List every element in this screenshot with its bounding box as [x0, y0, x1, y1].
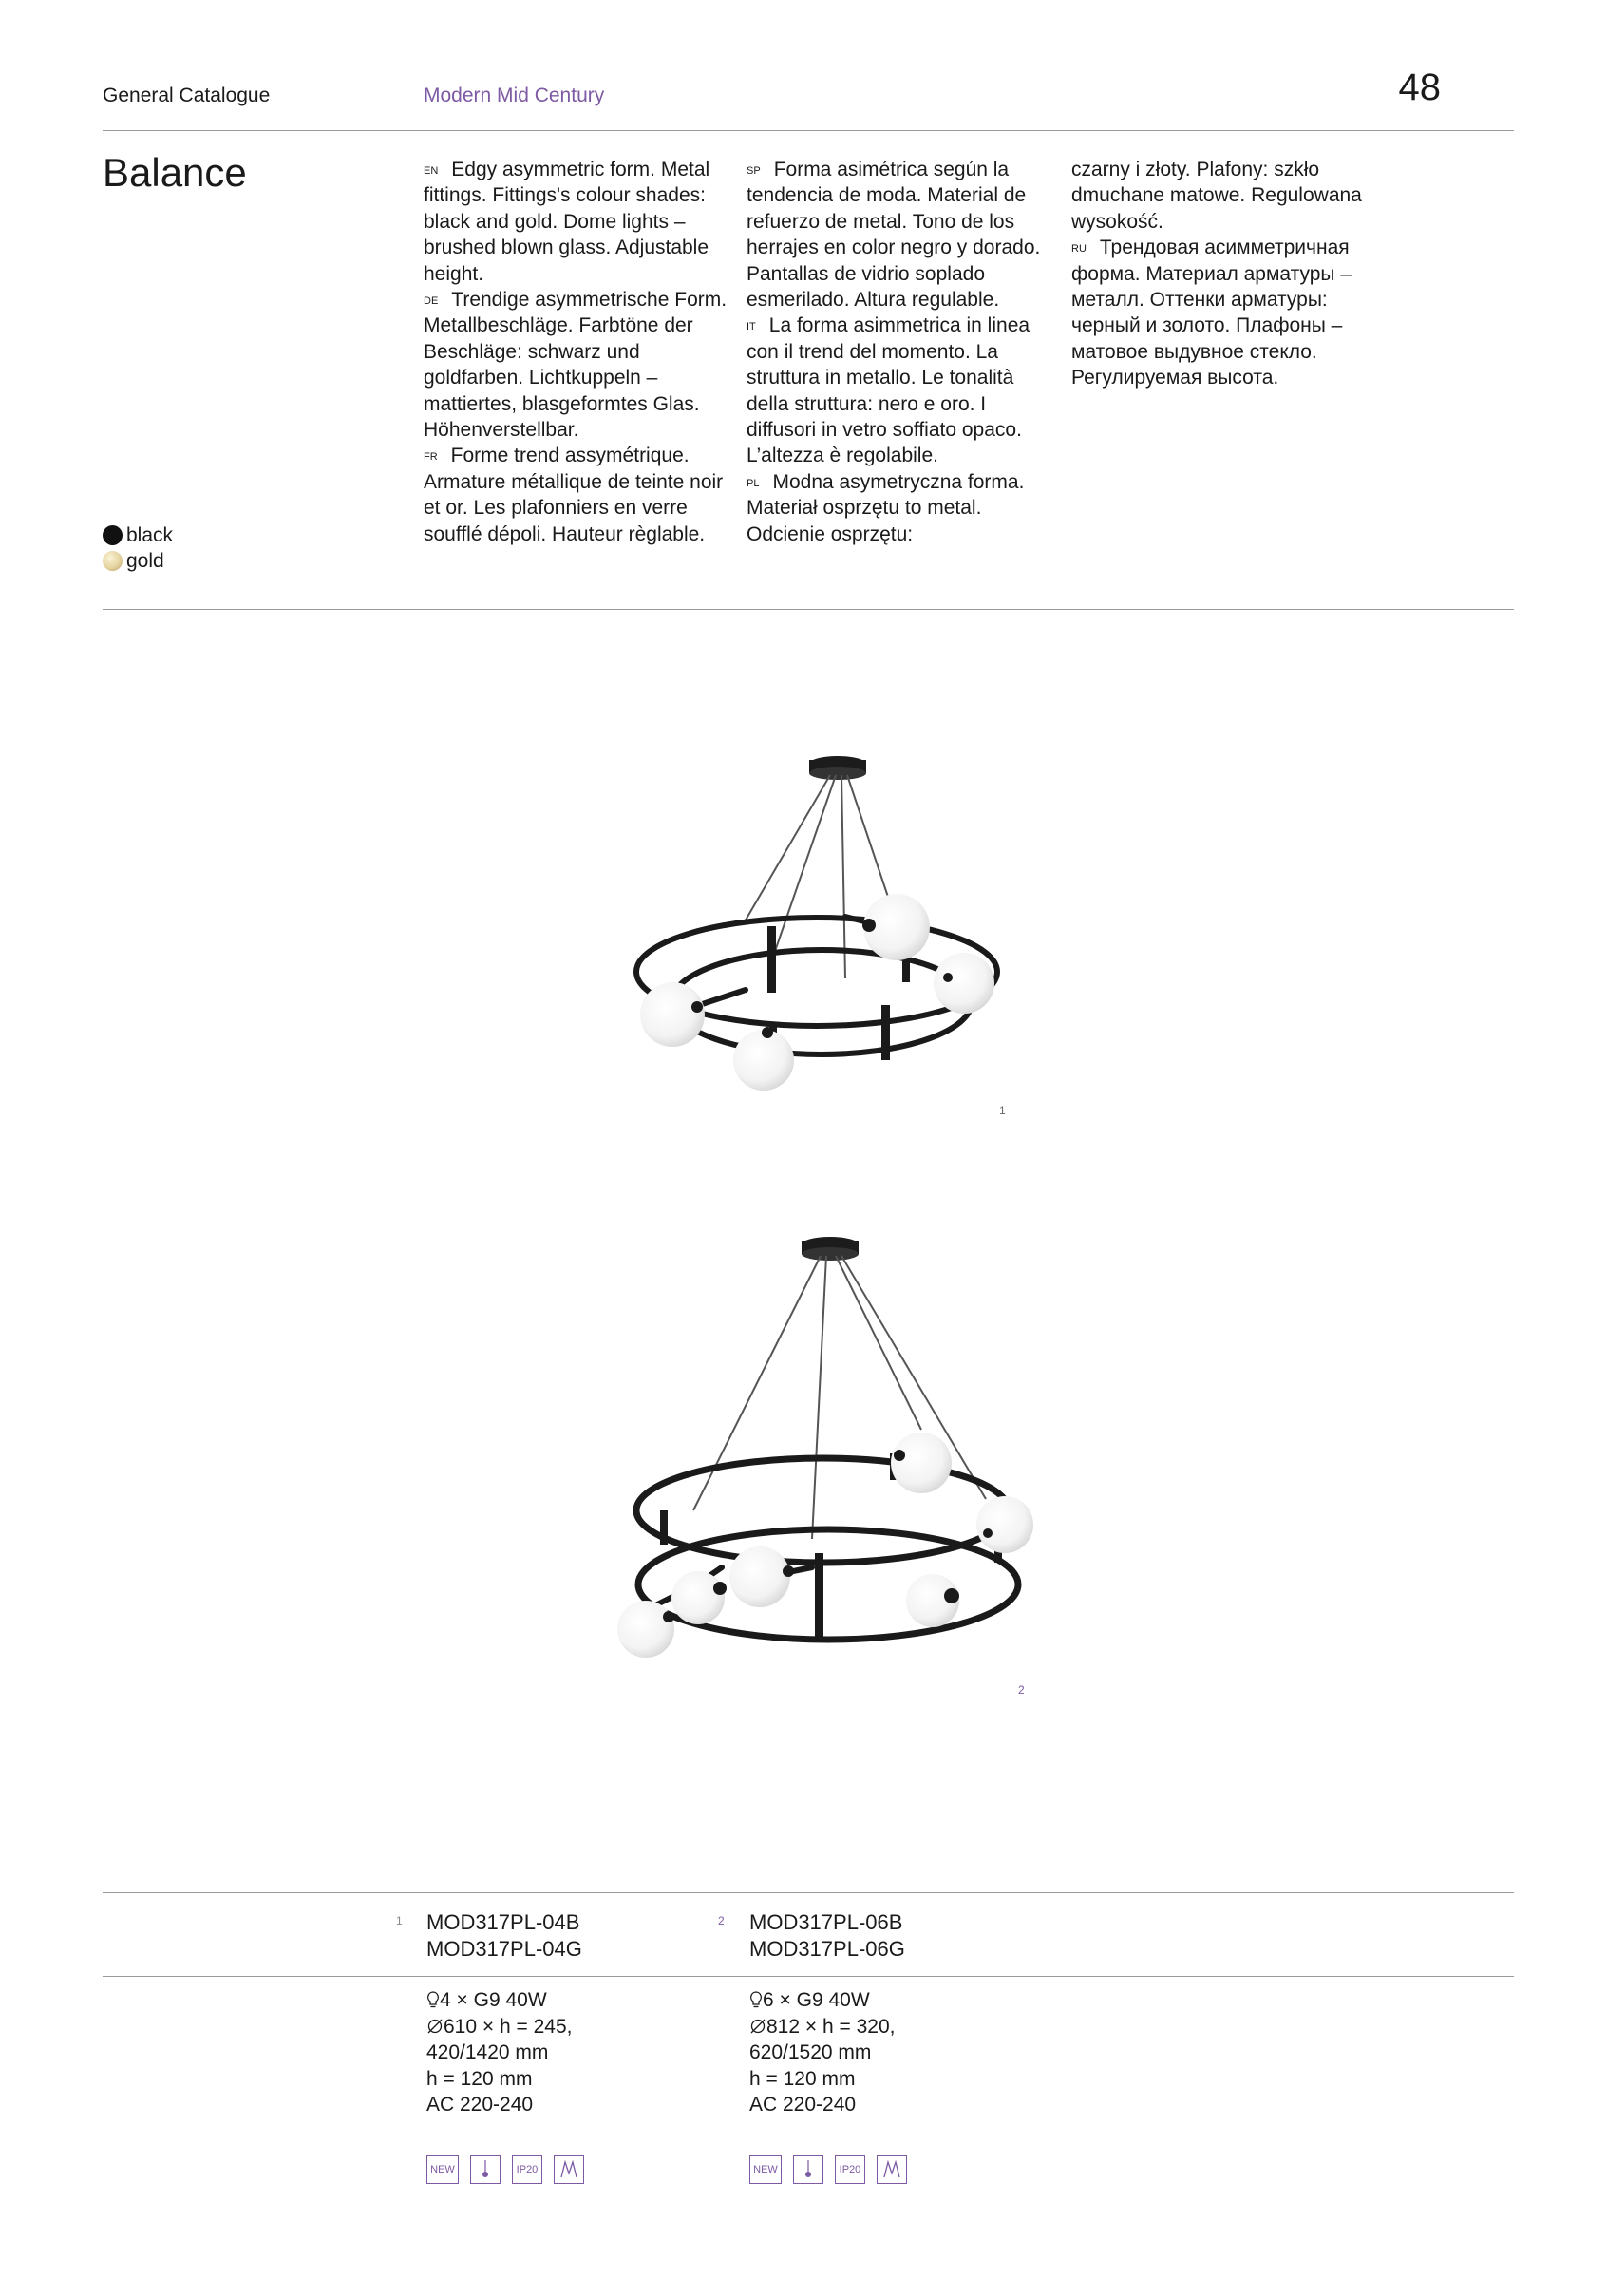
catalogue-title: General Catalogue [103, 85, 271, 106]
ip20-badge: IP20 [835, 2155, 865, 2184]
lang-code-it: IT [747, 321, 756, 333]
lang-code-fr: FR [424, 451, 438, 464]
description-pl [747, 469, 1050, 547]
description-pl-text: Modna asymetryczna forma. Materiał osprzętu to metal. Odcienie osprzętu: [747, 470, 1025, 545]
lang-code-de: DE [424, 295, 439, 308]
model-code: MOD317PL-06B [749, 1910, 903, 1934]
description-sp-text: Forma asimétrica según la tendencia de moda. Material de refuerzo de metal. Tono de los herrajes en color negro y dorado. Pantallas de vidrio soplado esmerilado. Altura regulable. [747, 159, 1041, 312]
model-code: MOD317PL-04B [426, 1910, 580, 1934]
model-number-1: 1 [396, 1914, 403, 1927]
ip20-badge: IP20 [512, 2155, 542, 2184]
description-it-text: La forma asimmetrica in linea con il trend del momento. La struttura in metallo. Le tonalità della struttura: nero e oro. I diffusori in vetro soffiato opaco. L’altezza è regolabile. [747, 314, 1030, 467]
spec-bulbs: 4 × G9 40W [426, 1987, 572, 2014]
lang-code-sp: SP [747, 165, 761, 177]
header-divider [103, 130, 1514, 131]
spec-canopy: h = 120 mm [426, 2067, 533, 2090]
lang-code-en: EN [424, 165, 439, 177]
description-column-3 [1071, 157, 1375, 391]
description-de-text: Trendige asymmetrische Form. Metallbeschläge. Farbtöne der Beschläge: schwarz und goldfarben. Lichtkuppeln – mattiertes, blasgeformtes Glas. Höhenverstellbar. [424, 289, 728, 442]
page-number: 48 [1398, 66, 1441, 108]
model-code: MOD317PL-04G [426, 1937, 582, 1961]
bulb-icon [426, 1991, 440, 2008]
gold-swatch-icon [103, 551, 123, 571]
description-ru [1071, 235, 1375, 390]
section-title: Modern Mid Century [424, 85, 605, 106]
spec-bulbs: 6 × G9 40W [749, 1987, 895, 2014]
diameter-icon [426, 2018, 444, 2035]
lang-code-ru: RU [1071, 243, 1087, 256]
description-pl-continued: czarny i złoty. Plafony: szkło dmuchane matowe. Regulowana wysokość. [1071, 159, 1362, 233]
spec-heights: 620/1520 mm [749, 2041, 872, 2063]
color-option-black [103, 522, 173, 548]
badges-model-1 [426, 2155, 584, 2184]
specs-model-2 [749, 1987, 895, 2118]
description-fr [424, 443, 728, 547]
description-en-text: Edgy asymmetric form. Metal fittings. Fittings's colour shades: black and gold. Dome lights – brushed blown glass. Adjustable height. [424, 159, 710, 285]
specs-model-1 [426, 1987, 572, 2118]
color-label-black: black [126, 524, 174, 546]
new-badge: NEW [749, 2155, 782, 2184]
description-de [424, 287, 728, 443]
model-codes-2 [749, 1909, 905, 1963]
diameter-icon [749, 2018, 766, 2035]
spec-voltage: AC 220-240 [749, 2094, 857, 2116]
product-image-2 [608, 1225, 1045, 1700]
dimmer-icon [877, 2155, 907, 2184]
dimmer-icon [554, 2155, 584, 2184]
spec-voltage: AC 220-240 [426, 2094, 534, 2116]
product-title: Balance [103, 150, 247, 195]
lang-code-pl: PL [747, 477, 760, 489]
figure-number-2: 2 [1018, 1683, 1025, 1697]
model-code: MOD317PL-06G [749, 1937, 905, 1961]
description-ru-text: Трендовая асимметричная форма. Материал арматуры – металл. Оттенки арматуры: черный и золото. Плафоны – матовое выдувное стекло. Регулируемая высота. [1071, 237, 1352, 389]
bulb-icon [749, 1991, 763, 2008]
color-label-gold: gold [126, 550, 164, 573]
description-sp [747, 157, 1050, 313]
pendant-icon [470, 2155, 501, 2184]
pendant-icon [793, 2155, 823, 2184]
model-codes-1 [426, 1909, 582, 1963]
description-divider [103, 609, 1514, 610]
description-fr-text: Forme trend assymétrique. Armature métallique de teinte noir et or. Les plafonniers en verre soufflé dépoli. Hauteur règlable. [424, 445, 724, 545]
color-options [103, 522, 173, 575]
description-it [747, 313, 1050, 468]
models-divider [103, 1976, 1514, 1977]
description-column-2 [747, 157, 1050, 547]
models-top-divider [103, 1892, 1514, 1893]
black-swatch-icon [103, 525, 123, 545]
description-en [424, 157, 728, 287]
spec-canopy: h = 120 mm [749, 2067, 856, 2090]
model-number-2: 2 [718, 1914, 725, 1927]
figure-number-1: 1 [999, 1104, 1006, 1117]
description-column-1 [424, 157, 728, 547]
product-image-1 [627, 741, 1026, 1121]
badges-model-2 [749, 2155, 907, 2184]
spec-dimensions: 610 × h = 245, [426, 2014, 572, 2040]
new-badge: NEW [426, 2155, 459, 2184]
spec-heights: 420/1420 mm [426, 2041, 549, 2063]
color-option-gold [103, 548, 173, 574]
spec-dimensions: 812 × h = 320, [749, 2014, 895, 2040]
